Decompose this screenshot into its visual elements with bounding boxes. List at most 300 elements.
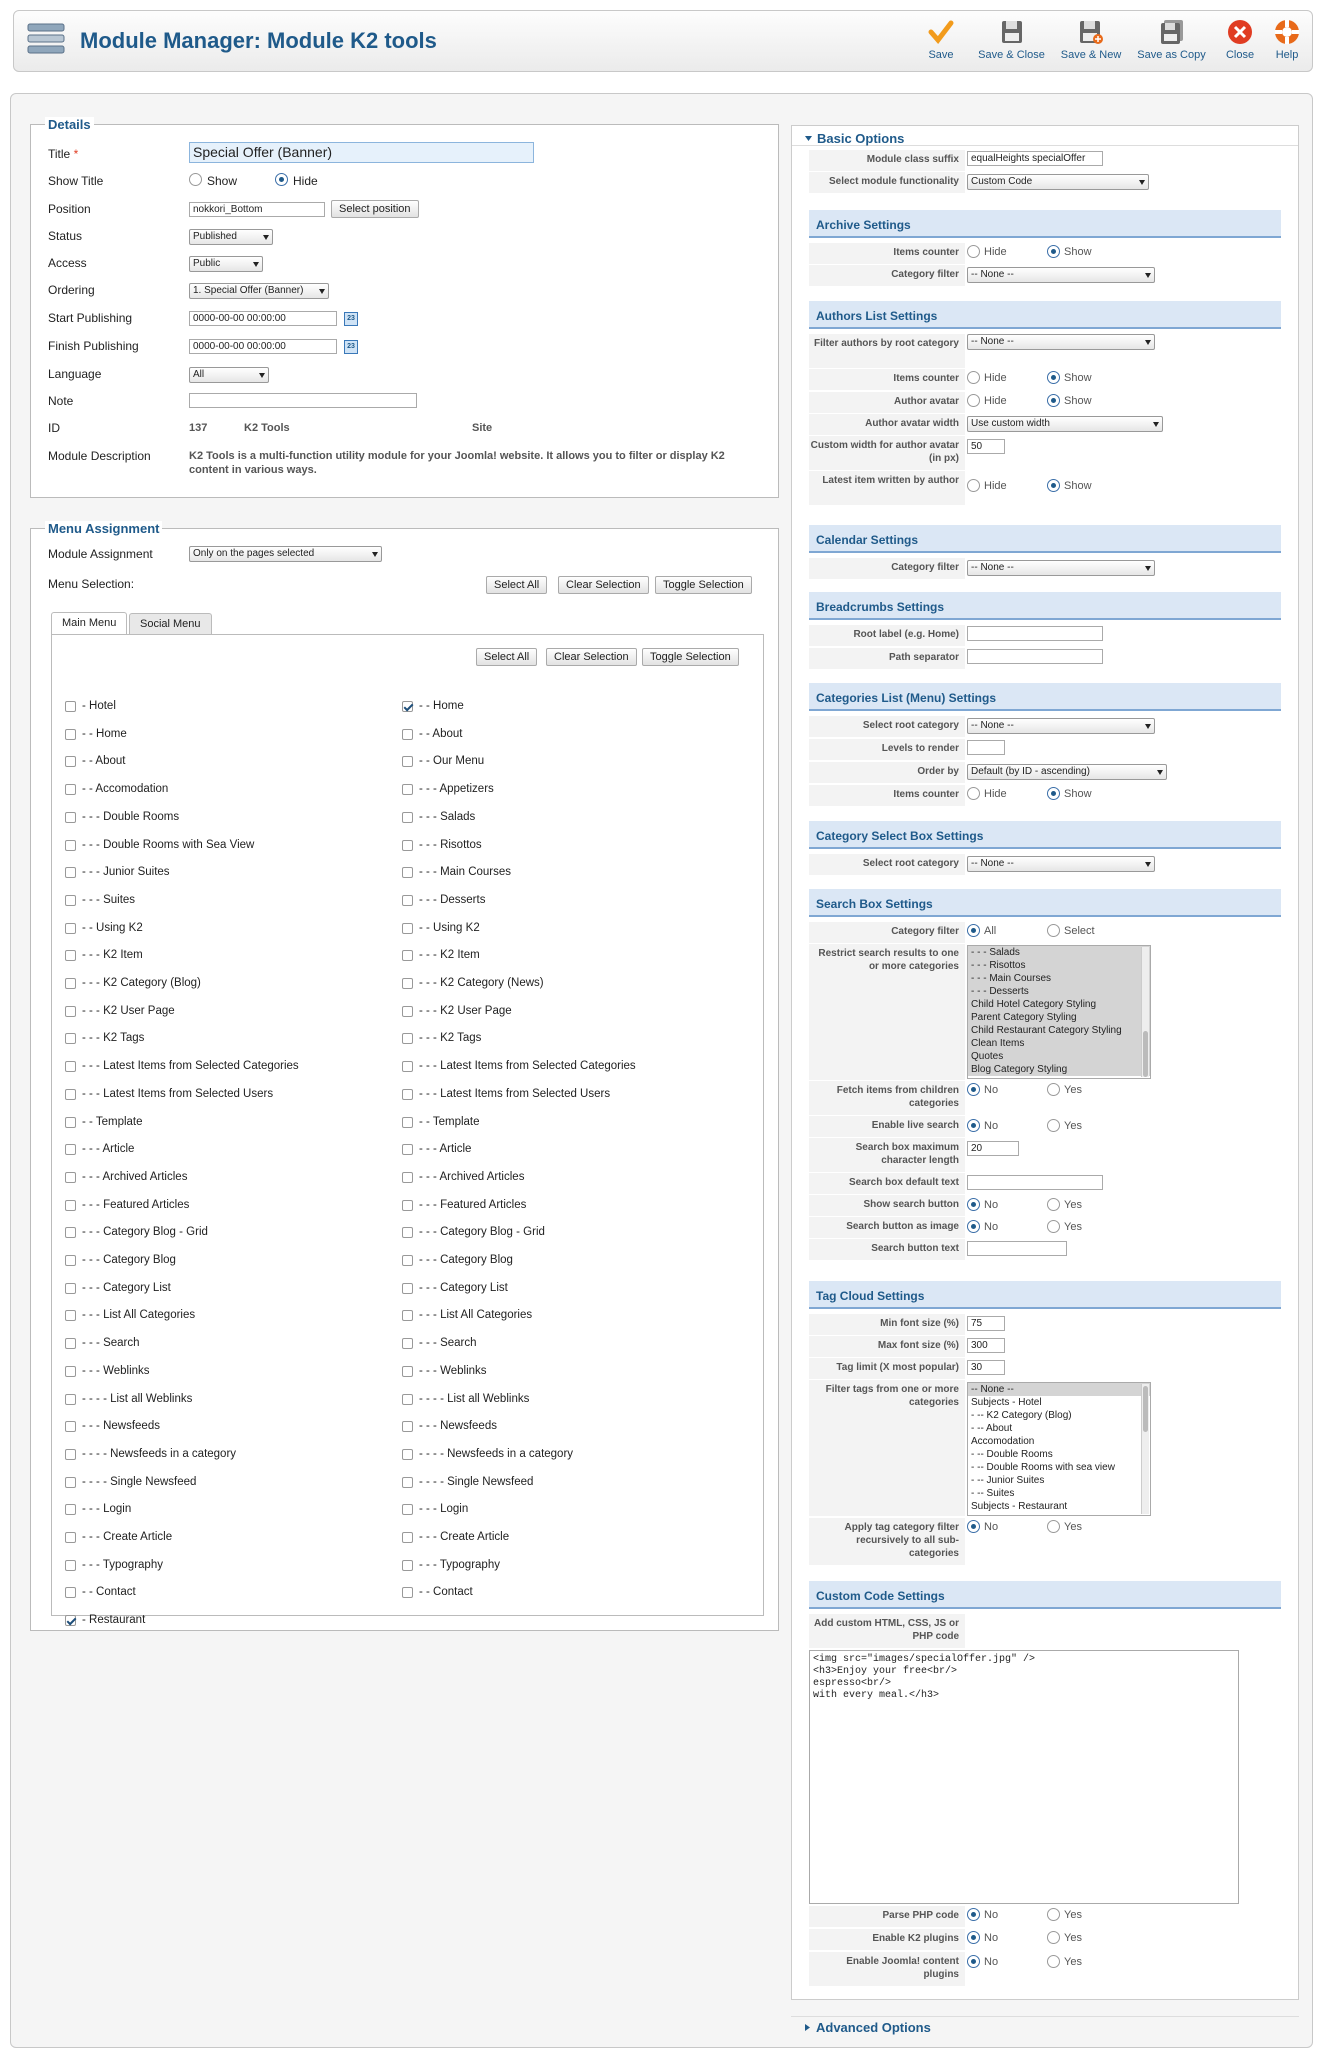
yes-label: Yes [1064, 1521, 1082, 1533]
menu-item-checkbox[interactable] [65, 1449, 76, 1460]
advanced-options-title: Advanced Options [816, 2020, 931, 2035]
help-label: Help [1275, 49, 1299, 61]
menu-item-checkbox[interactable] [65, 895, 76, 906]
basic-options-title: Basic Options [817, 131, 905, 146]
menu-item-label[interactable]: - - - Salads [419, 810, 476, 823]
menu-item-label[interactable]: - - - Main Courses [419, 866, 512, 879]
path-separator-field[interactable] [967, 649, 1103, 664]
close-label: Close [1225, 49, 1255, 61]
filter-tags-listbox[interactable] [967, 1382, 1151, 1516]
restrict-categories-listbox[interactable] [967, 945, 1151, 1079]
menu-item-label[interactable]: - - - Risottos [419, 838, 482, 851]
categories-root-label: Select root category [809, 716, 965, 737]
details-legend: Details [45, 117, 94, 132]
listbox-option[interactable]: - -- K2 Category (Blog) [971, 1410, 1072, 1421]
menu-item-label[interactable]: - - - K2 Category (Blog) [82, 977, 201, 989]
menu-item-checkbox[interactable] [65, 1089, 76, 1100]
menu-item-checkbox[interactable] [65, 1366, 76, 1377]
joomla-plugins-yes-radio[interactable] [1047, 1955, 1060, 1968]
menu-item-checkbox[interactable] [402, 1394, 413, 1405]
menu-item-label[interactable]: - - Template [82, 1115, 143, 1128]
live-search-no-radio[interactable] [967, 1119, 980, 1132]
menu-item-checkbox[interactable] [65, 1061, 76, 1072]
menu-item-label[interactable]: - - - Newsfeeds [419, 1420, 497, 1433]
calendar-icon[interactable]: 23 [344, 340, 358, 354]
menu-item-checkbox[interactable] [402, 1421, 413, 1432]
menu-item-label[interactable]: - - - K2 User Page [82, 1004, 175, 1017]
help-icon [1273, 18, 1301, 46]
start-publishing-field[interactable]: 0000-00-00 00:00:00 [189, 311, 337, 326]
menu-item-label[interactable]: - - - Latest Items from Selected Categories [419, 1060, 636, 1073]
search-filter-select-radio[interactable] [1047, 924, 1060, 937]
menu-item-checkbox[interactable] [402, 1061, 413, 1072]
select-all-button[interactable]: Select All [476, 648, 537, 666]
latest-item-show-radio[interactable] [1047, 479, 1060, 492]
listbox-option[interactable]: - - - Desserts [968, 985, 1150, 998]
menu-item-label[interactable]: - - - Category Blog [419, 1254, 513, 1266]
root-label-label: Root label (e.g. Home) [809, 625, 965, 646]
default-text-field[interactable] [967, 1175, 1103, 1190]
menu-item-label[interactable]: - - Using K2 [419, 921, 480, 934]
listbox-option[interactable]: - - - Risottos [968, 959, 1150, 972]
joomla-plugins-no-radio[interactable] [967, 1955, 980, 1968]
save-close-button[interactable] [974, 17, 1049, 61]
menu-item-label[interactable]: - - - Double Rooms [82, 810, 180, 823]
menu-item-checkbox[interactable] [402, 950, 413, 961]
toggle-selection-button[interactable]: Toggle Selection [655, 576, 752, 594]
author-avatar-show-radio[interactable] [1047, 394, 1060, 407]
menu-item-label[interactable]: - - - - Newsfeeds in a category [82, 1447, 237, 1460]
custom-code-textarea[interactable]: <img src="images/specialOffer.jpg" /> <h3>Enjoy your free<br/> espresso<br/> with every meal.</h3> [809, 1650, 1239, 1904]
no-label: No [984, 1909, 999, 1921]
access-select[interactable]: Public [189, 256, 263, 272]
id-value: 137 [189, 422, 208, 434]
menu-item-checkbox[interactable] [65, 1504, 76, 1515]
menu-item-checkbox[interactable] [402, 1449, 413, 1460]
menu-item-label[interactable]: - Restaurant [82, 1614, 146, 1627]
select-position-button[interactable]: Select position [331, 200, 419, 218]
show-title-show-radio[interactable] [189, 173, 202, 186]
search-filter-all-radio[interactable] [967, 924, 980, 937]
custom-code-settings-header: Custom Code Settings [809, 1581, 1281, 1609]
categories-items-counter-label: Items counter [809, 785, 965, 806]
menu-item-label[interactable]: - - - Featured Articles [419, 1198, 527, 1211]
menu-item-label[interactable]: - - - K2 Tags [82, 1032, 145, 1045]
live-search-yes-radio[interactable] [1047, 1119, 1060, 1132]
menu-item-label[interactable]: - - - Article [419, 1143, 472, 1156]
avatar-width-select[interactable]: Use custom width [967, 416, 1163, 432]
menu-item-label[interactable]: - - - Latest Items from Selected Users [419, 1087, 611, 1100]
menu-item-checkbox[interactable] [402, 1144, 413, 1155]
menu-item-label[interactable]: - - - Login [82, 1503, 132, 1516]
authors-items-counter-label: Items counter [809, 369, 965, 390]
menu-item-label[interactable]: - - - - Single Newsfeed [82, 1475, 197, 1488]
category-select-root-select[interactable]: -- None -- [967, 856, 1155, 872]
menu-item-checkbox[interactable] [402, 1227, 413, 1238]
yes-label: Yes [1064, 1199, 1082, 1211]
listbox-option[interactable]: Quotes [968, 1050, 1150, 1063]
menu-item-label[interactable]: - - - Appetizers [419, 783, 494, 796]
listbox-option[interactable]: -- None -- [968, 1383, 1150, 1396]
fetch-children-no-radio[interactable] [967, 1083, 980, 1096]
menu-item-label[interactable]: - - Template [419, 1115, 480, 1128]
chevron-right-icon [803, 2023, 812, 2032]
menu-item-checkbox[interactable] [65, 729, 76, 740]
menu-item-checkbox[interactable] [402, 1255, 413, 1266]
menu-item-label[interactable]: - - - Category Blog - Grid [82, 1226, 208, 1239]
button-image-yes-radio[interactable] [1047, 1220, 1060, 1233]
menu-item-label[interactable]: - - - Weblinks [82, 1364, 150, 1377]
max-font-field[interactable]: 300 [967, 1338, 1005, 1353]
menu-selection-label: Menu Selection: [48, 577, 135, 591]
menu-item-label[interactable]: - - - Search [82, 1337, 140, 1350]
tag-limit-label: Tag limit (X most popular) [809, 1358, 965, 1379]
menu-item-label[interactable]: - - - Featured Articles [82, 1198, 190, 1211]
menu-item-label[interactable]: - - - Newsfeeds [82, 1420, 160, 1433]
apply-recursive-no-radio[interactable] [967, 1520, 980, 1533]
levels-to-render-label: Levels to render [809, 739, 965, 760]
menu-item-label[interactable]: - - - Category List [419, 1281, 508, 1294]
listbox-option[interactable]: Parent Category Styling [968, 1011, 1150, 1024]
listbox-option[interactable]: Child Hotel Category Styling [968, 998, 1150, 1011]
calendar-category-filter-select[interactable]: -- None -- [967, 560, 1155, 576]
menu-item-checkbox[interactable] [65, 1172, 76, 1183]
save-copy-button[interactable] [1134, 17, 1209, 61]
menu-item-label[interactable]: - - Using K2 [82, 921, 143, 934]
menu-item-checkbox[interactable] [65, 1310, 76, 1321]
menu-item-label[interactable]: - - Home [82, 727, 127, 740]
authors-filter-root-select[interactable]: -- None -- [967, 334, 1155, 350]
show-title-hide-label: Hide [293, 174, 318, 188]
menu-item-checkbox[interactable] [402, 1504, 413, 1515]
menu-item-label[interactable]: - - - K2 Category (News) [419, 977, 544, 989]
min-font-label: Min font size (%) [809, 1314, 965, 1335]
menu-item-checkbox[interactable] [65, 1560, 76, 1571]
menu-item-checkbox[interactable] [402, 1172, 413, 1183]
chevron-down-icon [804, 134, 813, 143]
listbox-option[interactable]: - -- Suites [971, 1488, 1015, 1499]
listbox-option[interactable]: Subjects - Restaurant [971, 1501, 1068, 1512]
menu-item-label[interactable]: - - - Junior Suites [82, 866, 170, 879]
select-all-button[interactable]: Select All [486, 576, 547, 594]
root-label-field[interactable] [967, 626, 1103, 641]
position-field[interactable]: nokkori_Bottom [189, 202, 325, 217]
tab-social-menu[interactable]: Social Menu [129, 613, 212, 634]
menu-item-checkbox[interactable] [65, 978, 76, 989]
id-label: ID [48, 421, 60, 435]
categories-counter-show-radio[interactable] [1047, 787, 1060, 800]
button-text-field[interactable] [967, 1241, 1067, 1256]
menu-item-label[interactable]: - - Our Menu [419, 755, 485, 768]
menu-item-checkbox[interactable] [65, 923, 76, 934]
menu-item-label[interactable]: - - About [419, 727, 463, 740]
menu-item-checkbox[interactable] [402, 1089, 413, 1100]
yes-label: Yes [1064, 1956, 1082, 1968]
calendar-icon[interactable]: 23 [344, 312, 358, 326]
calendar-settings-header: Calendar Settings [809, 525, 1281, 553]
menu-item-label[interactable]: - - - Desserts [419, 893, 486, 906]
hide-label: Hide [984, 372, 1007, 384]
categories-list-settings-header: Categories List (Menu) Settings [809, 683, 1281, 711]
close-button[interactable] [1220, 17, 1260, 61]
show-title-hide-radio[interactable] [275, 173, 288, 186]
menu-item-label[interactable]: - - - - Newsfeeds in a category [419, 1447, 574, 1460]
menu-item-checkbox[interactable] [402, 1587, 413, 1598]
menu-item-checkbox[interactable] [402, 701, 413, 712]
menu-item-label[interactable]: - - - Typography [82, 1558, 163, 1571]
menu-item-label[interactable]: - - - Archived Articles [82, 1170, 188, 1183]
save-close-label: Save & Close [978, 49, 1045, 61]
menu-item-label[interactable]: - - - Latest Items from Selected Categories [82, 1060, 299, 1073]
class-suffix-field[interactable]: equalHeights specialOffer [967, 151, 1103, 166]
save-button[interactable] [921, 17, 961, 61]
menu-item-checkbox[interactable] [65, 840, 76, 851]
menu-item-checkbox[interactable] [402, 1338, 413, 1349]
no-label: No [984, 1932, 999, 1944]
menu-item-checkbox[interactable] [65, 950, 76, 961]
listbox-option[interactable]: - -- About [971, 1423, 1013, 1434]
menu-item-checkbox[interactable] [65, 1338, 76, 1349]
menu-item-label[interactable]: - - - Create Article [82, 1531, 173, 1543]
menu-item-label[interactable]: - Hotel [82, 700, 116, 712]
menu-item-label[interactable]: - - - Create Article [419, 1531, 510, 1543]
listbox-option[interactable]: Accomodation [971, 1436, 1035, 1447]
listbox-option[interactable]: Child Restaurant Category Styling [968, 1024, 1150, 1037]
authors-counter-hide-radio[interactable] [967, 371, 980, 384]
menu-item-checkbox[interactable] [402, 1283, 413, 1294]
live-search-label: Enable live search [809, 1116, 965, 1137]
show-label: Show [1064, 395, 1092, 407]
path-separator-label: Path separator [809, 648, 965, 669]
menu-item-checkbox[interactable] [402, 812, 413, 823]
menu-item-checkbox[interactable] [65, 1200, 76, 1211]
menu-item-checkbox[interactable] [65, 1394, 76, 1405]
save-new-button[interactable] [1057, 17, 1125, 61]
listbox-option[interactable]: Clean Items [968, 1037, 1150, 1050]
menu-item-checkbox[interactable] [402, 756, 413, 767]
menu-assignment-legend: Menu Assignment [45, 521, 162, 536]
scrollbar[interactable] [1141, 1384, 1149, 1514]
no-label: No [984, 1120, 999, 1132]
apply-recursive-yes-radio[interactable] [1047, 1520, 1060, 1533]
listbox-option[interactable]: - -- Junior Suites [971, 1475, 1045, 1486]
latest-item-hide-radio[interactable] [967, 479, 980, 492]
menu-item-checkbox[interactable] [402, 1560, 413, 1571]
tab-main-menu[interactable]: Main Menu [51, 612, 127, 635]
menu-item-label[interactable]: - - Home [419, 700, 464, 712]
menu-item-checkbox[interactable] [65, 1532, 76, 1543]
menu-item-label[interactable]: - - - Article [82, 1143, 135, 1156]
toggle-selection-button[interactable]: Toggle Selection [642, 648, 739, 666]
menu-item-label[interactable]: - - - Archived Articles [419, 1170, 525, 1183]
default-text-label: Search box default text [809, 1173, 965, 1194]
restrict-search-label: Restrict search results to one or more categories [809, 944, 965, 1080]
clear-selection-button[interactable]: Clear Selection [546, 648, 637, 666]
menu-item-label[interactable]: - - - Login [419, 1503, 469, 1516]
module-assignment-select[interactable]: Only on the pages selected [189, 546, 382, 562]
clear-selection-button[interactable]: Clear Selection [558, 576, 649, 594]
yes-label: Yes [1064, 1084, 1082, 1096]
menu-item-label[interactable]: - - Contact [82, 1586, 136, 1599]
menu-item-label[interactable]: - - - List All Categories [419, 1309, 533, 1322]
categories-counter-hide-radio[interactable] [967, 787, 980, 800]
start-publishing-label: Start Publishing [48, 311, 133, 325]
menu-item-checkbox[interactable] [65, 1615, 76, 1626]
menu-item-checkbox[interactable] [402, 1033, 413, 1044]
menu-item-checkbox[interactable] [65, 812, 76, 823]
status-select[interactable]: Published [189, 229, 273, 245]
show-button-no-radio[interactable] [967, 1198, 980, 1211]
menu-item-label[interactable]: - - - K2 User Page [419, 1004, 512, 1017]
menu-item-label[interactable]: - - - K2 Item [82, 949, 143, 962]
menu-item-label[interactable]: - - - Latest Items from Selected Users [82, 1087, 274, 1100]
menu-item-checkbox[interactable] [402, 729, 413, 740]
menu-item-label[interactable]: - - - Double Rooms with Sea View [82, 838, 255, 851]
menu-item-checkbox[interactable] [402, 1366, 413, 1377]
menu-item-checkbox[interactable] [402, 1006, 413, 1017]
k2-plugins-no-radio[interactable] [967, 1931, 980, 1944]
menu-item-checkbox[interactable] [65, 756, 76, 767]
show-title-show-label: Show [207, 174, 238, 188]
menu-item-checkbox[interactable] [65, 1006, 76, 1017]
menu-item-label[interactable]: - - - Weblinks [419, 1364, 487, 1377]
all-label: All [984, 925, 997, 937]
menu-item-checkbox[interactable] [65, 1117, 76, 1128]
max-length-field[interactable]: 20 [967, 1141, 1019, 1156]
archive-settings-header: Archive Settings [809, 210, 1281, 238]
menu-item-label[interactable]: - - - Typography [419, 1558, 500, 1571]
listbox-option[interactable]: - - - Salads [968, 946, 1150, 959]
show-label: Show [1064, 372, 1092, 384]
menu-item-label[interactable]: - - - - List all Weblinks [82, 1392, 193, 1405]
menu-item-checkbox[interactable] [65, 1255, 76, 1266]
menu-item-checkbox[interactable] [402, 1117, 413, 1128]
yes-label: Yes [1064, 1932, 1082, 1944]
menu-item-checkbox[interactable] [402, 923, 413, 934]
listbox-option[interactable]: Subjects - Hotel [971, 1397, 1042, 1408]
yes-label: Yes [1064, 1221, 1082, 1233]
levels-to-render-field[interactable] [967, 740, 1005, 755]
authors-settings-header: Authors List Settings [809, 301, 1281, 329]
menu-item-label[interactable]: - - - - List all Weblinks [419, 1392, 530, 1405]
menu-item-checkbox[interactable] [402, 1532, 413, 1543]
menu-item-label[interactable]: - - - List All Categories [82, 1309, 196, 1322]
menu-item-label[interactable]: - - - - Single Newsfeed [419, 1475, 534, 1488]
menu-item-label[interactable]: - - - Category Blog - Grid [419, 1226, 545, 1239]
functionality-select[interactable]: Custom Code [967, 174, 1149, 190]
module-description-label: Module Description [48, 449, 151, 463]
menu-item-checkbox[interactable] [65, 1144, 76, 1155]
archive-category-filter-select[interactable]: -- None -- [967, 267, 1155, 283]
menu-item-label[interactable]: - - - Category Blog [82, 1254, 176, 1266]
k2-plugins-label: Enable K2 plugins [809, 1929, 965, 1950]
finish-publishing-field[interactable]: 0000-00-00 00:00:00 [189, 339, 337, 354]
ordering-select[interactable]: 1. Special Offer (Banner) [189, 283, 329, 299]
author-avatar-label: Author avatar [809, 392, 965, 413]
menu-item-checkbox[interactable] [65, 1587, 76, 1598]
menu-item-label[interactable]: - - Accomodation [82, 783, 169, 796]
menu-item-checkbox[interactable] [65, 1283, 76, 1294]
menu-item-checkbox[interactable] [65, 1033, 76, 1044]
menu-item-label[interactable]: - - - Category List [82, 1281, 171, 1294]
listbox-option[interactable]: - -- Double Rooms with sea view [971, 1462, 1115, 1473]
menu-item-label[interactable]: - - - Suites [82, 893, 136, 906]
listbox-option[interactable]: Blog Category Styling [968, 1063, 1150, 1076]
menu-item-checkbox[interactable] [65, 1477, 76, 1488]
menu-item-checkbox[interactable] [65, 701, 76, 712]
show-button-yes-radio[interactable] [1047, 1198, 1060, 1211]
menu-item-label[interactable]: - - Contact [419, 1586, 473, 1599]
authors-counter-show-radio[interactable] [1047, 371, 1060, 384]
menu-item-checkbox[interactable] [402, 784, 413, 795]
fetch-children-yes-radio[interactable] [1047, 1083, 1060, 1096]
yes-label: Yes [1064, 1120, 1082, 1132]
menu-item-checkbox[interactable] [402, 895, 413, 906]
custom-width-label: Custom width for author avatar (in px) [809, 436, 965, 470]
advanced-options-header[interactable] [791, 2016, 1299, 2036]
tag-limit-field[interactable]: 30 [967, 1360, 1005, 1375]
scrollbar[interactable] [1141, 947, 1149, 1077]
note-field[interactable] [189, 393, 417, 408]
button-image-no-radio[interactable] [967, 1220, 980, 1233]
listbox-option[interactable]: - - - Main Courses [968, 972, 1150, 985]
search-category-filter-label: Category filter [809, 922, 965, 943]
search-box-settings-header: Search Box Settings [809, 889, 1281, 917]
no-label: No [984, 1221, 999, 1233]
parse-php-yes-radio[interactable] [1047, 1908, 1060, 1921]
order-by-select[interactable]: Default (by ID - ascending) [967, 764, 1167, 780]
position-label: Position [48, 202, 91, 216]
listbox-option[interactable]: - -- Double Rooms [971, 1449, 1053, 1460]
authors-filter-root-label: Filter authors by root category [809, 334, 965, 368]
author-avatar-hide-radio[interactable] [967, 394, 980, 407]
apply-recursive-label: Apply tag category filter recursively to all sub-categories [809, 1518, 965, 1565]
title-label: Title * [48, 147, 79, 161]
archive-counter-hide-radio[interactable] [967, 245, 980, 258]
menu-item-label[interactable]: - - - Search [419, 1337, 477, 1350]
details-fieldset [30, 117, 779, 498]
parse-php-no-radio[interactable] [967, 1908, 980, 1921]
menu-item-checkbox[interactable] [65, 1421, 76, 1432]
status-label: Status [48, 229, 83, 243]
help-button[interactable] [1269, 17, 1305, 61]
menu-item-label[interactable]: - - About [82, 755, 126, 768]
menu-item-checkbox[interactable] [65, 784, 76, 795]
button-text-label: Search button text [809, 1239, 965, 1260]
menu-item-checkbox[interactable] [402, 1477, 413, 1488]
menu-item-checkbox[interactable] [65, 1227, 76, 1238]
min-font-field[interactable]: 75 [967, 1316, 1005, 1331]
menu-item-checkbox[interactable] [402, 867, 413, 878]
custom-width-field[interactable]: 50 [967, 439, 1005, 454]
k2-plugins-yes-radio[interactable] [1047, 1931, 1060, 1944]
access-label: Access [48, 256, 87, 270]
title-field[interactable]: Special Offer (Banner) [189, 142, 534, 163]
archive-counter-show-radio[interactable] [1047, 245, 1060, 258]
menu-item-checkbox[interactable] [65, 867, 76, 878]
basic-options-header[interactable] [792, 128, 1298, 146]
menu-item-checkbox[interactable] [402, 1310, 413, 1321]
menu-item-checkbox[interactable] [402, 978, 413, 989]
save-new-icon [1078, 19, 1104, 45]
language-select[interactable]: All [189, 367, 269, 383]
menu-item-label[interactable]: - - - K2 Item [419, 949, 480, 962]
menu-item-checkbox[interactable] [402, 1200, 413, 1211]
menu-item-label[interactable]: - - - K2 Tags [419, 1032, 482, 1045]
menu-item-checkbox[interactable] [402, 840, 413, 851]
categories-root-select[interactable]: -- None -- [967, 718, 1155, 734]
save-new-label: Save & New [1060, 49, 1122, 61]
